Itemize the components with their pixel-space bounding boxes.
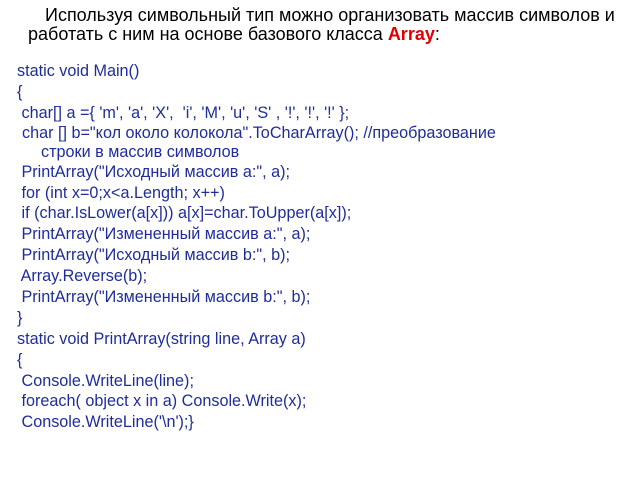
code-line: PrintArray("Исходный массив b:", b); <box>17 246 291 265</box>
code-line: PrintArray("Измененный массив a:", a); <box>17 225 311 244</box>
intro-keyword-array: Array <box>387 24 435 44</box>
intro-text <box>28 6 628 44</box>
code-line: if (char.IsLower(a[x])) a[x]=char.ToUpper(a[x]); <box>17 204 352 223</box>
code-listing <box>17 61 633 433</box>
code-line: } <box>17 308 23 327</box>
code-line: static void PrintArray(string line, Array a) <box>17 329 306 348</box>
code-line: static void Main() <box>17 62 140 80</box>
code-line: for (int x=0;x<a.Length; x++) <box>17 183 225 202</box>
code-line-continuation: строки в массив символов <box>41 142 240 161</box>
code-line: foreach( object x in a) Console.Write(x); <box>17 392 307 411</box>
code-line: Array.Reverse(b); <box>17 267 148 286</box>
code-line: { <box>17 350 23 369</box>
code-line: char [] b="кол около колокола".ToCharArray(); //преобразование <box>22 123 496 142</box>
code-line: Console.WriteLine('\n');} <box>17 413 194 432</box>
code-line: char[] a ={ 'm', 'a', 'X', 'i', 'M', 'u', 'S' , '!', '!', '!' }; <box>17 103 350 122</box>
intro-text-before: Используя символьный тип можно организовать массив символов и работать с ним на основе базового класса <box>28 5 615 44</box>
intro-text-after: : <box>434 24 440 44</box>
code-line: { <box>17 82 23 101</box>
code-line: PrintArray("Измененный массив b:", b); <box>17 288 311 307</box>
code-line: Console.WriteLine(line); <box>17 371 194 390</box>
code-line: PrintArray("Исходный массив a:", a); <box>17 162 291 181</box>
code-line-wrapped <box>17 124 633 162</box>
